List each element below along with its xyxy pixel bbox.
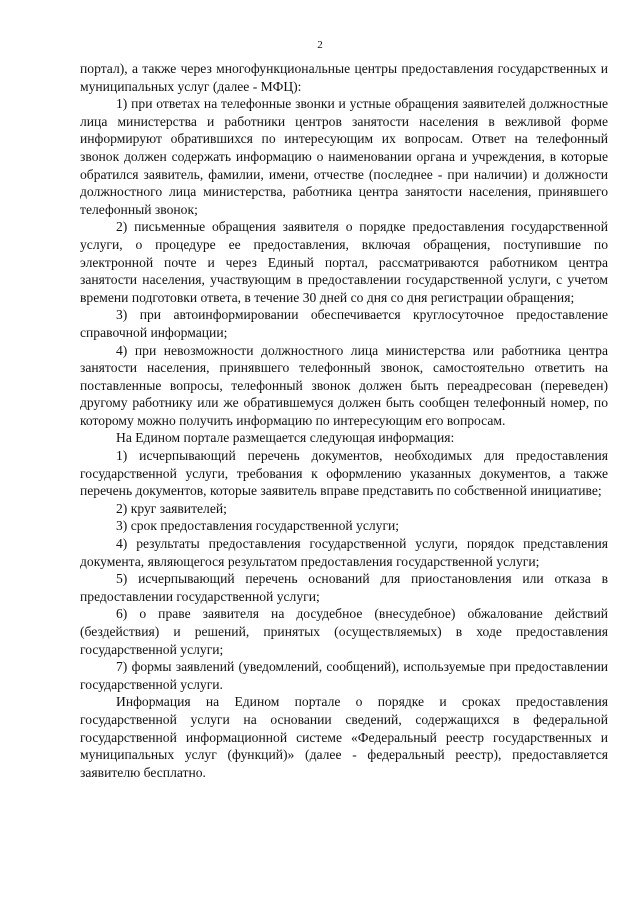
- paragraph-portal-item-3: 3) срок предоставления государственной услуги;: [116, 518, 400, 534]
- paragraph-portal-info-free: Информация на Едином портале о порядке и сроках предоставления государственной услуги на основании сведений, содержащихся в федеральной государственной информационной системе «Федеральный реестр государственных и муниципальных услуг (функций)» (далее - федеральный реестр), предоставляется заявителю бесплатно.: [80, 694, 608, 780]
- paragraph-item-3-auto: 3) при автоинформировании обеспечивается круглосуточное предоставление справочной информации;: [80, 307, 608, 340]
- paragraph-portal-item-4: 4) результаты предоставления государственной услуги, порядок представления документа, являющегося результатом предоставления государственной услуги;: [80, 536, 608, 569]
- paragraph-item-4-redirect: 4) при невозможности должностного лица министерства или работника центра занятости населения, принявшего телефонный звонок, самостоятельно ответить на поставленные вопросы, телефонный звонок должен быть переадресован (переведен) другому работнику или же обратившемуся должен быть сообщен телефонный номер, по которому можно получить информацию по интересующим его вопросам.: [80, 342, 608, 428]
- paragraph-portal-item-1: 1) исчерпывающий перечень документов, необходимых для предоставления государственной услуги, требования к оформлению указанных документов, а также перечень документов, которые заявитель вправе представить по собственной инициативе;: [80, 448, 608, 499]
- paragraph-intro-continuation: портал), а также через многофункциональные центры предоставления государственных и муниципальных услуг (далее - МФЦ):: [80, 61, 608, 94]
- paragraph-portal-heading: На Едином портале размещается следующая информация:: [116, 430, 455, 446]
- paragraph-portal-item-6: 6) о праве заявителя на досудебное (внесудебное) обжалование действий (бездействия) и решений, принятых (осуществляемых) в ходе предоставления государственной услуги;: [80, 606, 608, 657]
- page-number: 2: [317, 39, 323, 51]
- paragraph-item-1-phone: 1) при ответах на телефонные звонки и устные обращения заявителей должностные лица министерства и работники центров занятости населения в вежливой форме информируют обратившихся по интересующим их вопросам. Ответ на телефонный звонок должен содержать информацию о наименовании органа и учреждения, в которые обратился заявитель, фамилии, имени, отчестве (последнее - при наличии) и должности должностного лица министерства, работника центра занятости населения, принявшего телефонный звонок;: [80, 96, 608, 217]
- paragraph-portal-item-5: 5) исчерпывающий перечень оснований для приостановления или отказа в предоставлении государственной услуги;: [80, 571, 608, 604]
- paragraph-portal-item-2: 2) круг заявителей;: [116, 500, 227, 516]
- paragraph-item-2-written: 2) письменные обращения заявителя о порядке предоставления государственной услуги, о процедуре ее предоставления, включая обращения, поступившие по электронной почте и через Единый портал, рассматриваются работником центра занятости населения, участвующим в предоставлении государственной услуги, с учетом времени подготовки ответа, в течение 30 дней со дня со дня регистрации обращения;: [80, 219, 608, 305]
- paragraph-portal-item-7: 7) формы заявлений (уведомлений, сообщений), используемые при предоставлении государственной услуги.: [80, 659, 608, 692]
- document-body: [80, 60, 608, 781]
